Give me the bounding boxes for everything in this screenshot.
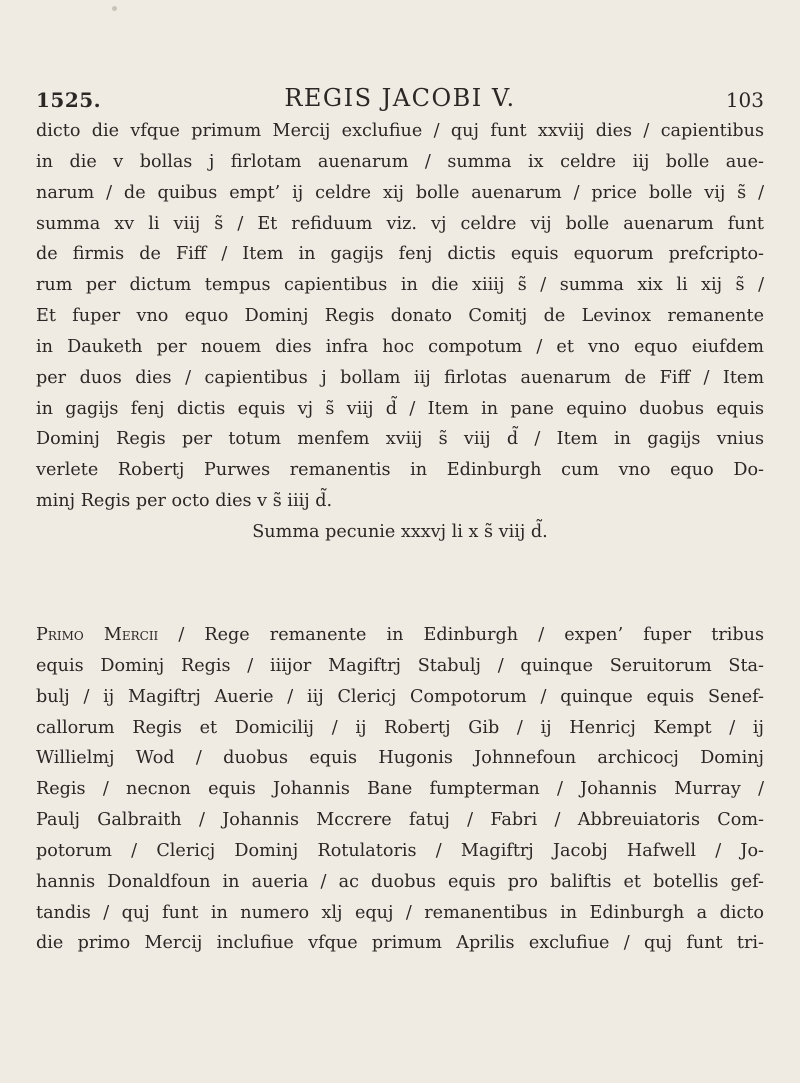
- header-title: REGIS JACOBI V.: [284, 84, 516, 112]
- text-line: callorum Regis et Domicilij / ij Robertj Gib / ij Henricj Kempt / ij: [36, 717, 764, 738]
- running-header: [36, 84, 764, 114]
- text-line-lead: [36, 620, 764, 651]
- text-line: hannis Donaldfoun in aueria / ac duobus equis pro baliftis et botellis gef-: [36, 871, 764, 892]
- text-line: minj Regis per octo dies v s̃ iiij d̃.: [36, 491, 333, 512]
- text-line: verlete Robertj Purwes remanentis in Edinburgh cum vno equo Do-: [36, 460, 764, 481]
- summa-line: Summa pecunie xxxvj li x s̃ viij d̃.: [252, 521, 548, 542]
- text-line: equis Dominj Regis / iiijor Magiftrj Stabulj / quinque Seruitorum Sta-: [36, 655, 764, 676]
- page-number: 103: [725, 88, 764, 112]
- lead-smallcaps: Primo Mercii: [36, 625, 159, 645]
- text-line: dicto die vfque primum Mercij exclufiue / quj funt xxviij dies / capientibus: [36, 121, 764, 141]
- text-line: de firmis de Fiff / Item in gagijs fenj dictis equis equorum prefcripto-: [36, 244, 764, 265]
- text-line: Paulj Galbraith / Johannis Mccrere fatuj / Fabri / Abbreuiatoris Com-: [36, 810, 764, 831]
- text-line: Dominj Regis per totum menfem xviij s̃ viij d̃ / Item in gagijs vnius: [36, 429, 764, 450]
- text-line: potorum / Clericj Dominj Rotulatoris / Magiftrj Jacobj Hafwell / Jo-: [36, 840, 764, 861]
- paragraph-1: [36, 116, 764, 548]
- text-line: in die v bollas j firlotam auenarum / summa ix celdre iij bolle aue-: [36, 151, 764, 172]
- text-line: Regis / necnon equis Johannis Bane fumpterman / Johannis Murray /: [36, 779, 764, 800]
- paper-speck: [112, 6, 117, 11]
- text-line: bulj / ij Magiftrj Auerie / iij Clericj Compotorum / quinque equis Senef-: [36, 686, 764, 707]
- paragraph-2: [36, 620, 764, 959]
- text-line: per duos dies / capientibus j bollam iij firlotas auenarum de Fiff / Item: [36, 367, 764, 388]
- text-line: narum / de quibus empt’ ij celdre xij bolle auenarum / price bolle vij s̃ /: [36, 182, 764, 203]
- text-line: rum per dictum tempus capientibus in die xiiij s̃ / summa xix li xij s̃ /: [36, 275, 764, 296]
- text-line: die primo Mercij inclufiue vfque primum Aprilis exclufiue / quj funt tri-: [36, 933, 764, 954]
- header-year: 1525.: [36, 88, 102, 112]
- text-line: in gagijs fenj dictis equis vj s̃ viij d̃ / Item in pane equino duobus equis: [36, 398, 764, 419]
- text-line: Willielmj Wod / duobus equis Hugonis Johnnefoun archicocj Dominj: [36, 748, 764, 769]
- text-line: in Dauketh per nouem dies infra hoc compotum / et vno equo eiufdem: [36, 336, 764, 357]
- text-line: Et fuper vno equo Dominj Regis donato Comitj de Levinox remanente: [36, 306, 764, 327]
- text-line: summa xv li viij s̃ / Et refiduum viz. vj celdre vij bolle auenarum funt: [36, 213, 764, 234]
- text-line: tandis / quj funt in numero xlj equj / remanentibus in Edinburgh a dicto: [36, 902, 764, 923]
- lead-rest: / Rege remanente in Edinburgh / expen’ fuper tribus: [158, 625, 764, 645]
